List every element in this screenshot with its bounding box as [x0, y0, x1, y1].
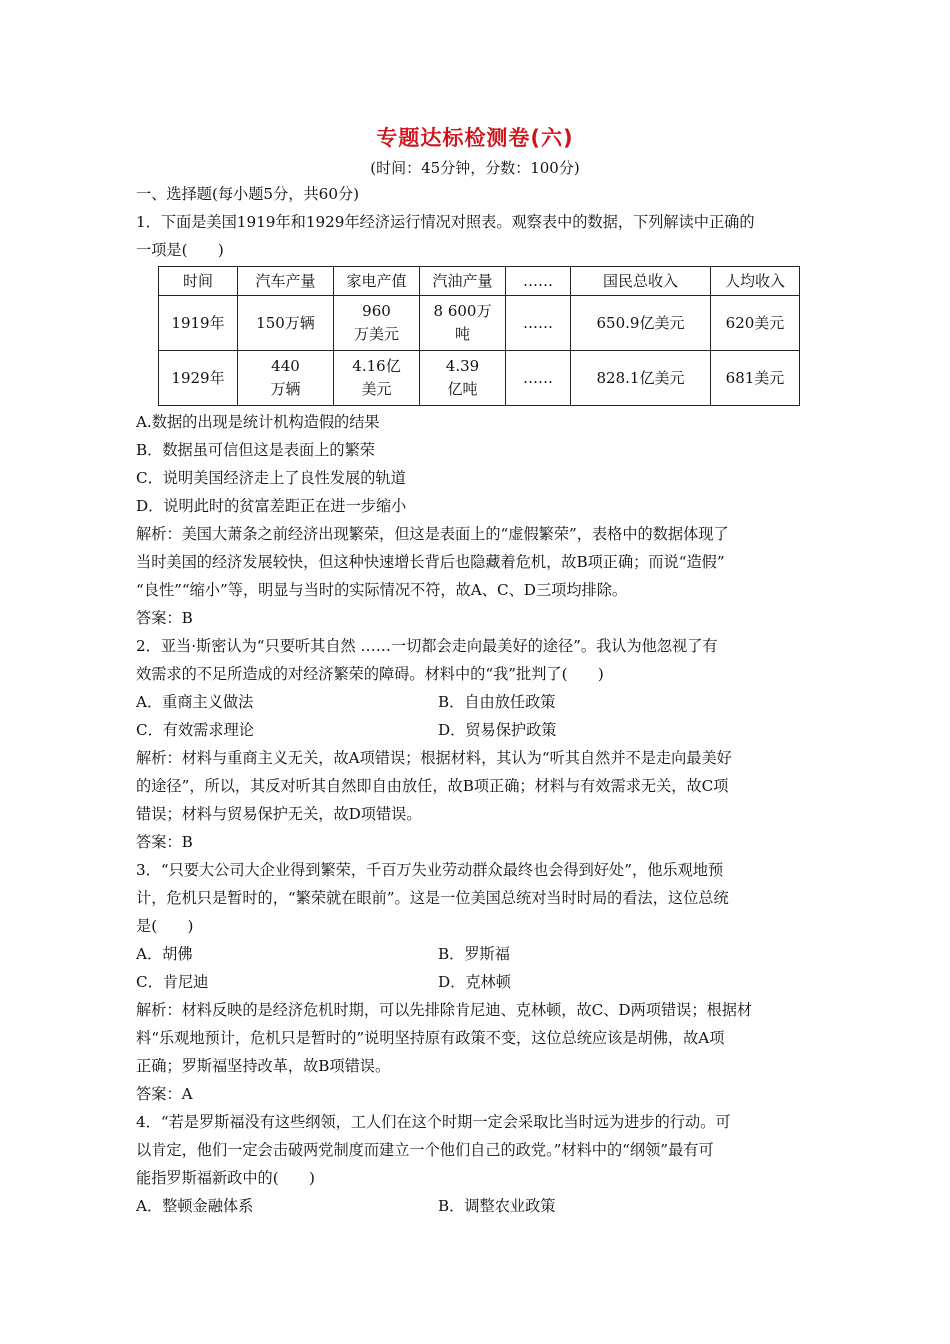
- q2-option-d: D．贸易保护政策: [438, 721, 557, 739]
- q4-option-a: A．整顿金融体系: [136, 1197, 254, 1215]
- table-cell: 440 万辆: [238, 351, 334, 406]
- table-cell: 650.9亿美元: [571, 296, 711, 351]
- q3-analysis-line2: 料“乐观地预计，危机只是暂时的”说明坚持原有政策不变，这位总统应该是胡佛，故A项: [136, 1029, 725, 1047]
- section-heading: 一、选择题(每小题5分，共60分): [136, 185, 360, 203]
- q4-stem-line2: 以肯定，他们一定会击破两党制度而建立一个他们自己的政党。”材料中的“纲领”最有可: [136, 1141, 714, 1159]
- table-cell: 828.1亿美元: [571, 351, 711, 406]
- table-cell: ……: [506, 351, 571, 406]
- q3-option-d: D．克林顿: [438, 973, 511, 991]
- table-cell: 620美元: [711, 296, 800, 351]
- q2-analysis-line2: 的途径”，所以，其反对听其自然即自由放任，故B项正确；材料与有效需求无关，故C项: [136, 777, 729, 795]
- q3-analysis-line3: 正确；罗斯福坚持改革，故B项错误。: [136, 1057, 391, 1075]
- q3-options-row2: [136, 968, 816, 996]
- q2-stem-line2: 效需求的不足所造成的对经济繁荣的障碍。材料中的“我”批判了( ): [136, 665, 604, 683]
- q3-stem-line3: 是( ): [136, 917, 194, 935]
- q4-stem-line1: 4．“若是罗斯福没有这些纲领，工人们在这个时期一定会采取比当时远为进步的行动。可: [136, 1113, 731, 1131]
- q2-option-c: C．有效需求理论: [136, 721, 254, 739]
- q3-analysis-line1: 解析：材料反映的是经济危机时期，可以先排除肯尼迪、克林顿，故C、D两项错误；根据材: [136, 1001, 753, 1019]
- table-row: [159, 296, 800, 351]
- q1-stem-line1: 1．下面是美国1919年和1929年经济运行情况对照表。观察表中的数据，下列解读中正确的: [136, 213, 755, 231]
- table-cell: 8 600万 吨: [420, 296, 506, 351]
- q2-analysis-line1: 解析：材料与重商主义无关，故A项错误；根据材料，其认为“听其自然并不是走向最美好: [136, 749, 732, 767]
- table-cell: ……: [506, 296, 571, 351]
- table-header-cell: 国民总收入: [571, 267, 711, 296]
- q3-option-a: A．胡佛: [136, 945, 193, 963]
- q2-option-a: A．重商主义做法: [136, 693, 254, 711]
- q3-options-row1: [136, 940, 816, 968]
- table-cell: 150万辆: [238, 296, 334, 351]
- doc-title: 专题达标检测卷(六): [376, 126, 574, 150]
- table-cell: 960 万美元: [334, 296, 420, 351]
- q3-stem-line2: 计，危机只是暂时的，“繁荣就在眼前”。这是一位美国总统对当时时局的看法，这位总统: [136, 889, 729, 907]
- q1-answer: 答案：B: [136, 609, 193, 627]
- table-header-cell: 时间: [159, 267, 238, 296]
- table-cell: 1929年: [159, 351, 238, 406]
- q1-option-a: A.数据的出现是统计机构造假的结果: [136, 413, 380, 431]
- table-cell: 4.39 亿吨: [420, 351, 506, 406]
- doc-subtitle: (时间：45分钟，分数：100分): [370, 159, 580, 177]
- q4-options-row1: [136, 1192, 816, 1220]
- table-header-cell: 汽车产量: [238, 267, 334, 296]
- table-header-cell: 家电产值: [334, 267, 420, 296]
- q1-analysis-line2: 当时美国的经济发展较快，但这种快速增长背后也隐藏着危机，故B项正确；而说“造假”: [136, 553, 725, 571]
- doc-content: [136, 180, 816, 1220]
- q1-option-b: B．数据虽可信但这是表面上的繁荣: [136, 441, 375, 459]
- q1-data-table: [158, 266, 800, 406]
- q2-options-row1: [136, 688, 816, 716]
- q3-option-c: C．肯尼迪: [136, 973, 209, 991]
- table-cell: 681美元: [711, 351, 800, 406]
- q1-option-c: C．说明美国经济走上了良性发展的轨道: [136, 469, 406, 487]
- q1-option-d: D．说明此时的贫富差距正在进一步缩小: [136, 497, 407, 515]
- q2-stem-line1: 2．亚当·斯密认为“只要听其自然 ……一切都会走向最美好的途径”。我认为他忽视了有: [136, 637, 718, 655]
- table-header-cell: 人均收入: [711, 267, 800, 296]
- table-header-cell: 汽油产量: [420, 267, 506, 296]
- table-cell: 4.16亿 美元: [334, 351, 420, 406]
- table-row: [159, 351, 800, 406]
- q1-analysis-line3: “良性”“缩小”等，明显与当时的实际情况不符，故A、C、D三项均排除。: [136, 581, 628, 599]
- table-header-cell: ……: [506, 267, 571, 296]
- q1-stem-line2: 一项是( ): [136, 241, 224, 259]
- q4-stem-line3: 能指罗斯福新政中的( ): [136, 1169, 315, 1187]
- table-header-row: [159, 267, 800, 296]
- q2-option-b: B．自由放任政策: [438, 693, 556, 711]
- q2-analysis-line3: 错误；材料与贸易保护无关，故D项错误。: [136, 805, 422, 823]
- table-cell: 1919年: [159, 296, 238, 351]
- q3-option-b: B．罗斯福: [438, 945, 510, 963]
- q3-stem-line1: 3．“只要大公司大企业得到繁荣，千百万失业劳动群众最终也会得到好处”，他乐观地预: [136, 861, 724, 879]
- q2-answer: 答案：B: [136, 833, 193, 851]
- q3-answer: 答案：A: [136, 1085, 193, 1103]
- q1-analysis-line1: 解析：美国大萧条之前经济出现繁荣，但这是表面上的“虚假繁荣”，表格中的数据体现了: [136, 525, 729, 543]
- q4-option-b: B．调整农业政策: [438, 1197, 556, 1215]
- q2-options-row2: [136, 716, 816, 744]
